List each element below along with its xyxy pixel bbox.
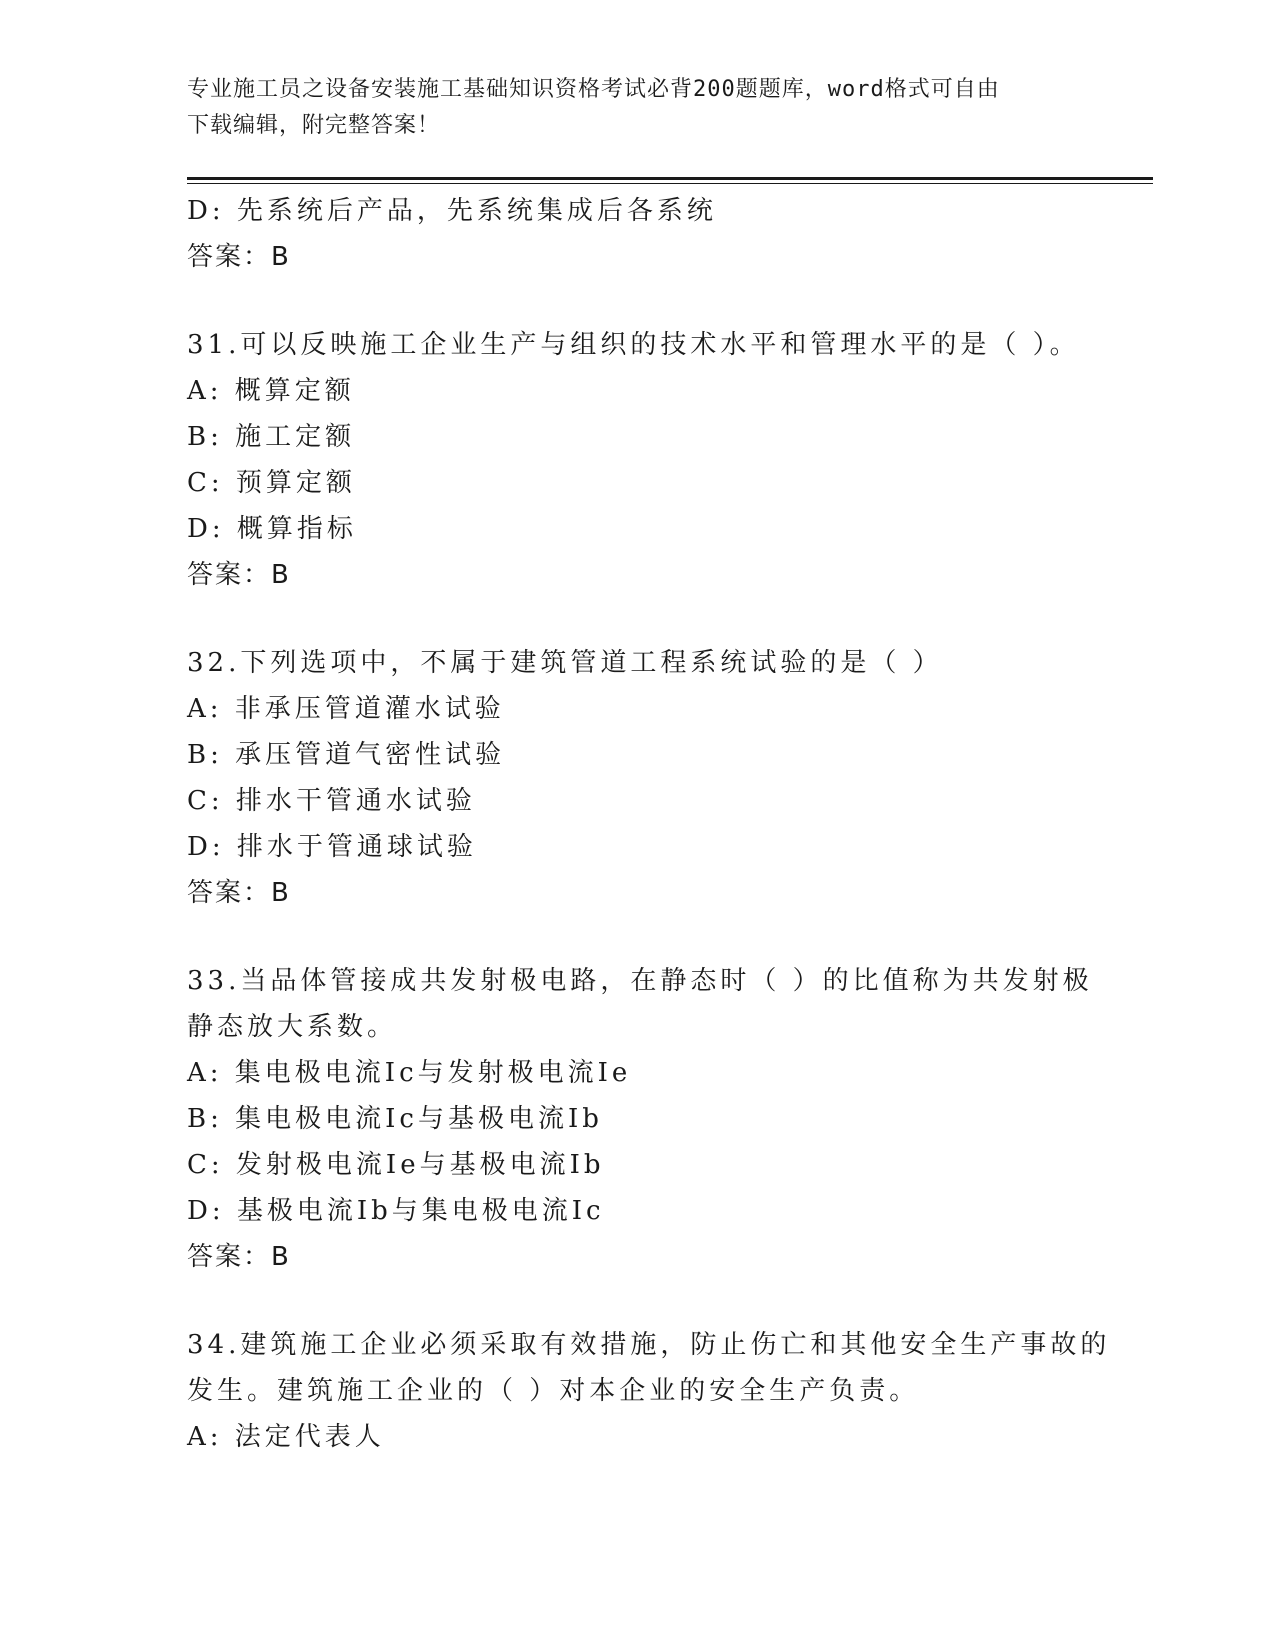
question-text-line-1: 34.建筑施工企业必须采取有效措施，防止伤亡和其他安全生产事故的 — [187, 1330, 1111, 1360]
option-b: B: 集电极电流Ic与基极电流Ib — [187, 1104, 603, 1134]
previous-question-tail — [187, 188, 1087, 280]
option-b: B: 施工定额 — [187, 422, 356, 452]
header-title-line-2: 下载编辑，附完整答案！ — [187, 113, 441, 138]
option-a: A: 集电极电流Ic与发射极电流Ie — [187, 1058, 632, 1088]
spacer — [187, 1280, 1087, 1322]
question-33 — [187, 958, 1093, 1280]
answer-line: 答案：B — [187, 1242, 291, 1272]
option-b: B: 承压管道气密性试验 — [187, 740, 506, 770]
question-text-line-2: 静态放大系数。 — [187, 1012, 398, 1042]
question-text-line-2: 发生。建筑施工企业的（ ）对本企业的安全生产负责。 — [187, 1376, 920, 1406]
document-header — [187, 72, 1077, 144]
answer-line: 答案：B — [187, 560, 291, 590]
question-text: 32.下列选项中，不属于建筑管道工程系统试验的是（ ） — [187, 648, 943, 678]
option-d: D: 基极电流Ib与集电极电流Ic — [187, 1196, 605, 1226]
option-d: D: 先系统后产品，先系统集成后各系统 — [187, 196, 717, 226]
header-title-line-1: 专业施工员之设备安装施工基础知识资格考试必背200题题库，word格式可自由 — [187, 77, 1000, 102]
header-divider-thin — [187, 183, 1153, 184]
option-c: C: 发射极电流Ie与基极电流Ib — [187, 1150, 605, 1180]
option-a: A: 非承压管道灌水试验 — [187, 694, 505, 724]
option-a: A: 概算定额 — [187, 376, 355, 406]
header-divider-thick — [187, 177, 1153, 180]
answer-line: 答案：B — [187, 242, 291, 272]
question-32 — [187, 640, 1087, 916]
document-body — [187, 188, 1111, 1460]
spacer — [187, 280, 1087, 322]
option-d: D: 排水于管通球试验 — [187, 832, 477, 862]
answer-line: 答案：B — [187, 878, 291, 908]
option-d: D: 概算指标 — [187, 514, 357, 544]
question-34 — [187, 1322, 1111, 1460]
option-c: C: 预算定额 — [187, 468, 356, 498]
spacer — [187, 916, 1087, 958]
question-text-line-1: 33.当品体管接成共发射极电路，在静态时（ ）的比值称为共发射极 — [187, 966, 1093, 996]
option-c: C: 排水干管通水试验 — [187, 786, 476, 816]
question-text: 31.可以反映施工企业生产与组织的技术水平和管理水平的是（ ）。 — [187, 330, 1080, 360]
option-a: A: 法定代表人 — [187, 1422, 385, 1452]
spacer — [187, 598, 1087, 640]
question-31 — [187, 322, 1087, 598]
